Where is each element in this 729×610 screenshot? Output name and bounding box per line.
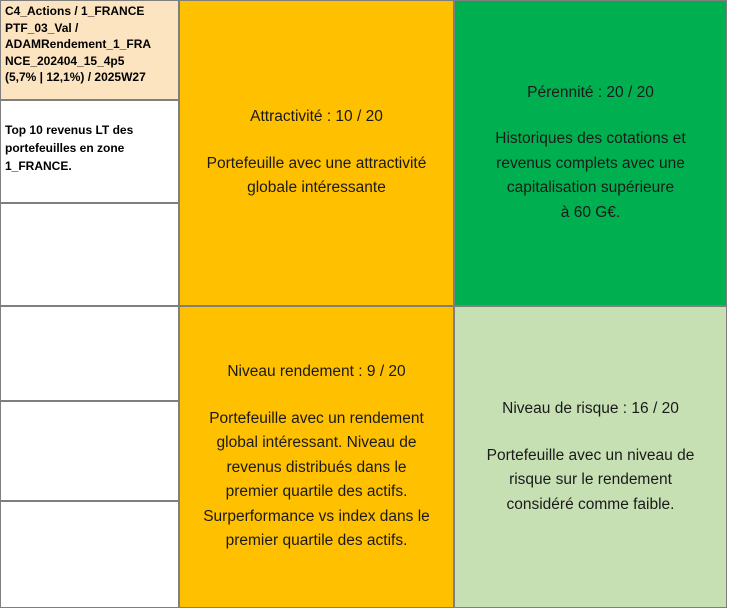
empty-cell bbox=[0, 501, 179, 608]
rendement-title: Niveau rendement : 9 / 20 bbox=[227, 363, 406, 381]
portfolio-description-cell bbox=[0, 100, 179, 203]
attractivite-title: Attractivité : 10 / 20 bbox=[250, 108, 383, 126]
risque-body: Portefeuille avec un niveau de risque sur le rendement considéré comme faible. bbox=[486, 446, 695, 513]
portfolio-title-cell bbox=[0, 0, 179, 100]
risque-title: Niveau de risque : 16 / 20 bbox=[502, 400, 679, 417]
portfolio-description: Top 10 revenus LT des portefeuilles en zone 1_FRANCE. bbox=[5, 123, 134, 173]
portfolio-title-line: C4_Actions / 1_FRANCE bbox=[5, 4, 145, 18]
portfolio-title-line: (5,7% | 12,1%) / 2025W27 bbox=[5, 70, 146, 85]
rendement-body: Portefeuille avec un rendement global intéressant. Niveau de revenus distribués dans le premier quartile des actifs. Surperformance vs index dans le premier quartile des actifs. bbox=[203, 409, 430, 550]
portfolio-title-line: PTF_03_Val / bbox=[5, 20, 79, 35]
empty-cell bbox=[0, 401, 179, 501]
portfolio-title-line: NCE_202404_15_4p5 bbox=[5, 53, 125, 68]
risque-panel bbox=[454, 306, 727, 608]
perennite-title: Pérennité : 20 / 20 bbox=[527, 83, 654, 101]
attractivite-panel bbox=[179, 0, 454, 306]
empty-cell bbox=[0, 203, 179, 306]
perennite-panel bbox=[454, 0, 727, 306]
attractivite-body: Portefeuille avec une attractivité globale intéressante bbox=[206, 154, 427, 197]
perennite-body: Historiques des cotations et revenus complets avec une capitalisation supérieure à 60 G€. bbox=[495, 130, 686, 221]
empty-cell bbox=[0, 306, 179, 401]
rendement-panel bbox=[179, 306, 454, 608]
portfolio-title-line: ADAMRendement_1_FRA bbox=[5, 37, 152, 52]
